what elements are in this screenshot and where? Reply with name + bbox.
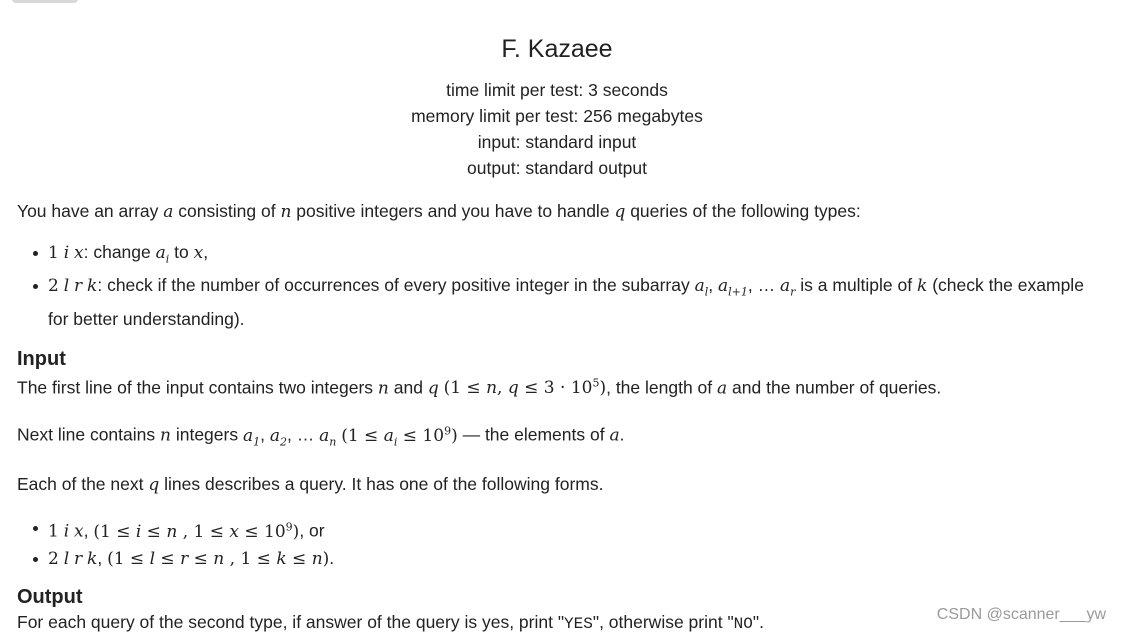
input-line-3: Each of the next q lines describes a query. It has one of the following forms. xyxy=(17,474,604,496)
no-literal: NO xyxy=(733,615,753,634)
problem-title: F. Kazaee xyxy=(501,35,613,63)
input-line-2: Next line contains n integers $a_1$, $a_2$, … $a_n$ $(1 \le a_i \le 10^9)$ — the elements of a. xyxy=(17,424,625,449)
watermark: CSDN @scanner___yw xyxy=(936,606,1106,623)
list-item: 2 l r k: check if the number of occurrences of every positive integer in the subarray $a_l$, $a_{l+1}$, … $a_r$ is a multiple of k (check the example for better understanding). xyxy=(48,272,1107,331)
list-item: 1 i x, (1 ≤ i ≤ n , $1 \le x \le 10^9$), or xyxy=(48,514,1107,545)
input-section-title: Input xyxy=(17,347,66,370)
output-section-title: Output xyxy=(17,586,83,609)
time-limit: time limit per test: 3 seconds xyxy=(446,80,668,100)
statement-intro: You have an array a consisting of n positive integers and you have to handle q queries of the following types: xyxy=(17,201,861,222)
output-text: For each query of the second type, if answer of the query is yes, print "YES", otherwise print "NO". xyxy=(17,612,764,634)
input-source: input: standard input xyxy=(477,132,637,152)
yes-literal: YES xyxy=(564,615,593,634)
list-item: 2 l r k, (1 ≤ l ≤ r ≤ n , 1 ≤ k ≤ n). xyxy=(48,545,1107,572)
list-item: 1 i x: change $a_i$ to x, xyxy=(48,239,1107,272)
top-tab xyxy=(12,0,78,3)
query-types-list xyxy=(17,239,1107,332)
output-source: output: standard output xyxy=(467,158,647,178)
query-forms-list xyxy=(17,514,1107,572)
problem-statement xyxy=(17,198,1107,637)
memory-limit: memory limit per test: 256 megabytes xyxy=(411,106,703,126)
problem-header xyxy=(0,33,1114,181)
input-line-1: The first line of the input contains two integers n and q (1 ≤ n, $q \le 3 \cdot 10^5$), the length of a and the number of queries. xyxy=(17,376,942,399)
